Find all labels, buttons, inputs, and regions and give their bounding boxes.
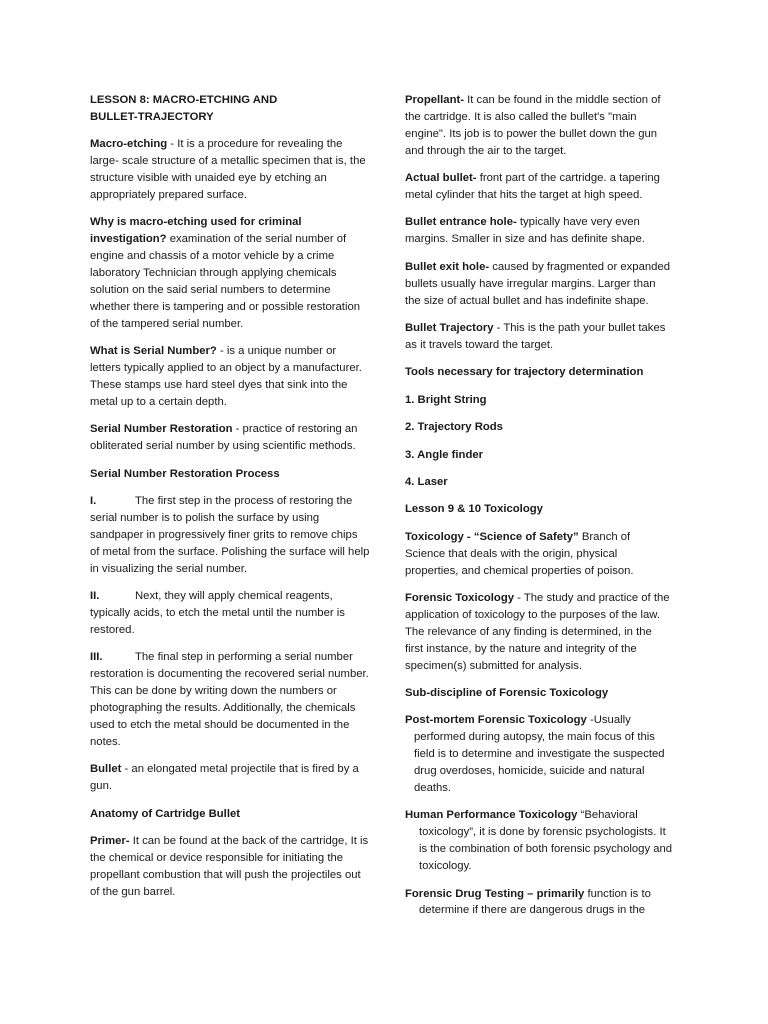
right-column xyxy=(405,92,673,930)
drug-testing-term: Forensic Drug Testing – primarily xyxy=(405,887,585,900)
entrance-hole-paragraph xyxy=(405,214,673,248)
step-2-text: Next, they will apply chemical reagents, typically acids, to etch the metal until the number is restored. xyxy=(90,590,345,636)
primer-term: Primer- xyxy=(90,835,130,848)
serial-number-paragraph xyxy=(90,343,370,411)
subdiscipline-heading: Sub-discipline of Forensic Toxicology xyxy=(405,686,609,699)
serial-number-text: - is a unique number or letters typically applied to an object by a manufacturer. These stamps use hard steel dyes that sink into the metal up to a certain depth. xyxy=(90,345,362,408)
tool-item-4: 4. Laser xyxy=(405,475,448,488)
tool-item-2: 2. Trajectory Rods xyxy=(405,421,503,434)
anatomy-heading: Anatomy of Cartridge Bullet xyxy=(90,807,241,820)
bullet-paragraph xyxy=(90,761,370,795)
human-performance-text: “Behavioral toxicology”, it is done by forensic psychologists. It is the combination of both forensic psychology and toxicology. xyxy=(419,809,673,873)
process-step-1 xyxy=(90,493,370,578)
lesson-8-title xyxy=(90,92,370,126)
title-line-1: LESSON 8: MACRO-ETCHING AND xyxy=(90,94,278,106)
forensic-toxicology-paragraph xyxy=(405,590,673,675)
exit-hole-term: Bullet exit hole- xyxy=(405,260,490,273)
toxicology-term: Toxicology - “Science of Safety” xyxy=(405,530,579,543)
propellant-paragraph xyxy=(405,92,673,160)
forensic-toxicology-term: Forensic Toxicology xyxy=(405,591,515,604)
step-1-label: I. xyxy=(90,495,97,508)
macro-etching-term: Macro-etching xyxy=(90,138,168,151)
human-performance-paragraph xyxy=(405,807,673,875)
human-performance-term: Human Performance Toxicology xyxy=(405,809,578,822)
process-step-3 xyxy=(90,649,370,750)
trajectory-term: Bullet Trajectory xyxy=(405,321,494,334)
postmortem-paragraph xyxy=(405,712,673,797)
entrance-hole-term: Bullet entrance hole- xyxy=(405,216,517,229)
macro-etching-text: - It is a procedure for revealing the large- scale structure of a metallic specimen that is, the structure visible with unaided eye by etching an appropriately prepared surface. xyxy=(90,138,366,202)
exit-hole-paragraph xyxy=(405,259,673,310)
tools-heading: Tools necessary for trajectory determination xyxy=(405,366,644,379)
trajectory-paragraph xyxy=(405,320,673,354)
primer-text: It can be found at the back of the cartridge, It is the chemical or device responsible for initiating the propellant combustion that will push the projectiles out of the gun barrel. xyxy=(90,835,369,898)
serial-restoration-paragraph xyxy=(90,421,370,455)
propellant-text: It can be found in the middle section of the cartridge. It is also called the bullet's "main engine". Its job is to power the bullet down the gun and through the air to the target. xyxy=(405,94,661,157)
macro-etching-paragraph xyxy=(90,136,370,204)
left-column xyxy=(90,92,370,911)
serial-number-term: What is Serial Number? xyxy=(90,345,217,358)
postmortem-text: -Usually performed during autopsy, the main focus of this field is to determine and investigate the suspected drug overdoses, homicide, suicide and natural deaths. xyxy=(414,714,665,794)
step-3-label: III. xyxy=(90,651,103,664)
tool-item-3: 3. Angle finder xyxy=(405,448,484,461)
drug-testing-paragraph xyxy=(405,886,673,920)
title-line-2: BULLET-TRAJECTORY xyxy=(90,110,214,123)
serial-restoration-term: Serial Number Restoration xyxy=(90,423,233,436)
step-1-text: The first step in the process of restoring the serial number is to polish the surface by using sandpaper in progressively finer grits to remove chips of metal from the surface. Polishing the surface will help in visualizing the serial number. xyxy=(90,495,370,575)
step-3-text: The final step in performing a serial number restoration is documenting the recovered serial number. This can be done by writing down the numbers or photographing the results. Additionally, the chemicals used to etch the metal should be documented in the notes. xyxy=(90,651,369,748)
process-step-2 xyxy=(90,588,370,639)
primer-paragraph xyxy=(90,833,370,901)
entrance-hole-text: typically have very even margins. Smaller in size and has definite shape. xyxy=(405,216,645,246)
actual-bullet-text: front part of the cartridge. a tapering metal cylinder that hits the target at high speed. xyxy=(405,172,660,202)
bullet-text: - an elongated metal projectile that is fired by a gun. xyxy=(90,763,359,793)
step-2-label: II. xyxy=(90,590,100,603)
why-macro-etching-term: Why is macro-etching used for criminal investigation? xyxy=(90,216,302,246)
toxicology-paragraph xyxy=(405,529,673,580)
lesson-9-10-heading: Lesson 9 & 10 Toxicology xyxy=(405,503,543,516)
trajectory-text: - This is the path your bullet takes as it travels toward the target. xyxy=(405,321,666,351)
drug-testing-text: function is to determine if there are dangerous drugs in the xyxy=(419,887,651,917)
exit-hole-text: caused by fragmented or expanded bullets usually have irregular margins. Larger than the size of actual bullet and has indefinite shape. xyxy=(405,260,670,307)
toxicology-text: Branch of Science that deals with the origin, physical properties, and chemical properties of poison. xyxy=(405,530,634,577)
restoration-process-heading: Serial Number Restoration Process xyxy=(90,467,280,480)
postmortem-term: Post-mortem Forensic Toxicology xyxy=(405,714,587,727)
actual-bullet-paragraph xyxy=(405,170,673,204)
why-macro-etching-text: examination of the serial number of engine and chassis of a motor vehicle by a crime laboratory Technician through applying chemicals solution on the said serial numbers to determine whether there is tampering and or possible restoration of the tampered serial number. xyxy=(90,233,361,330)
propellant-term: Propellant- xyxy=(405,94,464,106)
forensic-toxicology-text: - The study and practice of the application of toxicology to the purposes of the law. The relevance of any finding is determined, in the first instance, by the nature and integrity of the specimen(s) submitted for analysis. xyxy=(405,591,670,672)
tool-item-1: 1. Bright String xyxy=(405,393,487,406)
actual-bullet-term: Actual bullet- xyxy=(405,172,477,185)
bullet-term: Bullet xyxy=(90,763,122,776)
serial-restoration-text: - practice of restoring an obliterated serial number by using scientific methods. xyxy=(90,423,358,453)
why-macro-etching-paragraph xyxy=(90,214,370,332)
